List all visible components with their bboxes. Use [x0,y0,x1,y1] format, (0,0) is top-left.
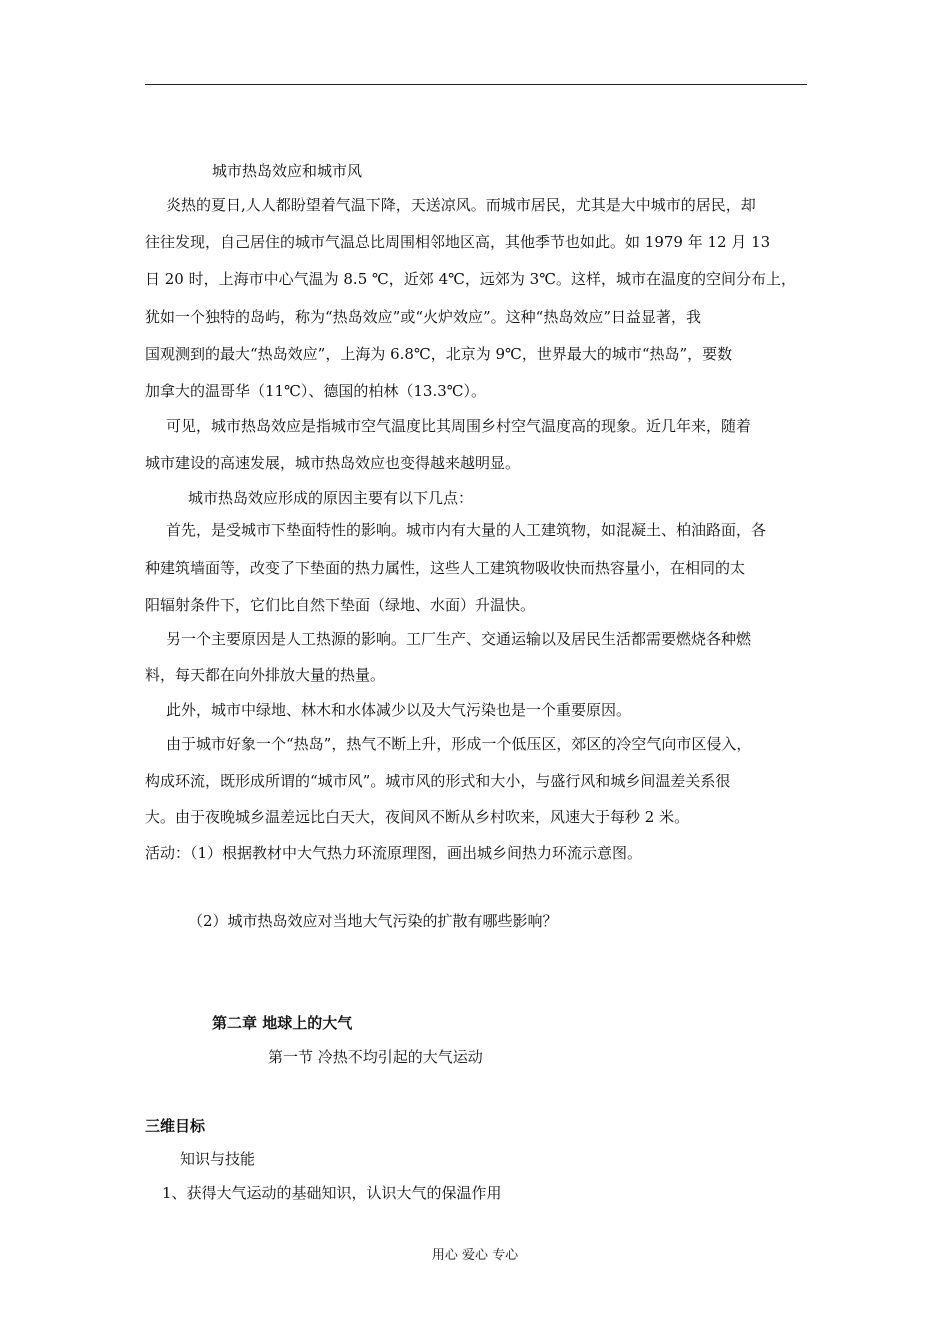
article-title: 城市热岛效应和城市风 [212,162,363,180]
paragraph-line: 构成环流，既形成所谓的“城市风”。城市风的形式和大小，与盛行风和城乡间温差关系很 [145,772,731,790]
paragraph-line: 阳辐射条件下，它们比自然下垫面（绿地、水面）升温快。 [145,596,536,614]
paragraph-line: 加拿大的温哥华（11℃）、德国的柏林（13.3℃）。 [145,382,487,400]
knowledge-heading: 知识与技能 [180,1150,256,1168]
paragraph-line: 往往发现，自己居住的城市气温总比周围相邻地区高，其他季节也如此。如 1979 年 12 月 13 [145,233,771,251]
paragraph-line: 种建筑墙面等，改变了下垫面的热力属性，这些人工建筑物吸收快而热容量小，在相同的太 [145,559,746,577]
paragraph-line: 国观测到的最大“热岛效应”，上海为 6.8℃，北京为 9℃，世界最大的城市“热岛”，要数 [145,345,733,363]
paragraph-line: 料，每天都在向外排放大量的热量。 [145,666,386,684]
activity-2: （2）城市热岛效应对当地大气污染的扩散有哪些影响？ [188,912,558,930]
paragraph-line: 城市热岛效应形成的原因主要有以下几点： [188,489,474,507]
paragraph-line: 首先，是受城市下垫面特性的影响。城市内有大量的人工建筑物，如混凝土、柏油路面，各 [166,521,767,539]
paragraph-line: 可见，城市热岛效应是指城市空气温度比其周围乡村空气温度高的现象。近几年来，随着 [166,417,752,435]
activity-1: 活动：（1）根据教材中大气热力环流原理图，画出城乡间热力环流示意图。 [145,844,643,862]
section-heading: 第一节 冷热不均引起的大气运动 [268,1048,483,1066]
paragraph-line: 大。由于夜晚城乡温差远比白天大，夜间风不断从乡村吹来，风速大于每秒 2 米。 [145,808,690,826]
paragraph-line: 日 20 时，上海市中心气温为 8.5 ℃，近郊 4℃，远郊为 3℃。这样，城市在温度的空间分布上， [145,270,796,288]
header-rule [145,84,807,85]
paragraph-line: 城市建设的高速发展，城市热岛效应也变得越来越明显。 [145,454,521,472]
goals-heading: 三维目标 [145,1117,206,1135]
paragraph-line: 由于城市好象一个“热岛”，热气不断上升，形成一个低压区，郊区的冷空气向市区侵入， [166,735,752,753]
paragraph-line: 犹如一个独特的岛屿，称为“热岛效应”或“火炉效应”。这种“热岛效应”日益显著，我 [145,308,702,326]
paragraph-line: 炎热的夏日,人人都盼望着气温下降，天送凉风。而城市居民，尤其是大中城市的居民，却 [166,196,756,214]
page-footer: 用心 爱心 专心 [431,1248,519,1263]
goal-item: 1、获得大气运动的基础知识，认识大气的保温作用 [162,1184,502,1202]
paragraph-line: 另一个主要原因是人工热源的影响。工厂生产、交通运输以及居民生活都需要燃烧各种燃 [166,630,752,648]
chapter-heading: 第二章 地球上的大气 [212,1014,353,1032]
paragraph-line: 此外，城市中绿地、林木和水体减少以及大气污染也是一个重要原因。 [166,701,632,719]
